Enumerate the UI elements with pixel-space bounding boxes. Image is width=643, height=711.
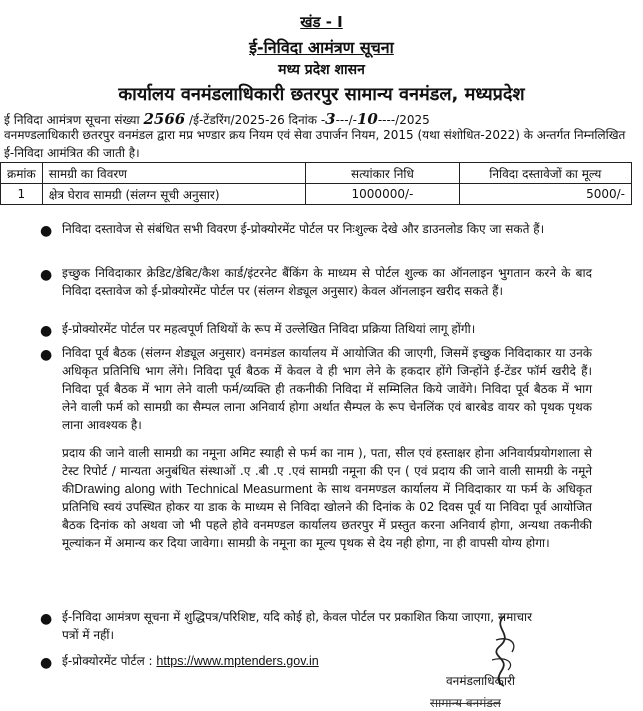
sample-english-text: Drawing along with Technical Measurment xyxy=(74,482,313,496)
reference-line: ई निविदा आमंत्रण सूचना संख्या 2566 /ई-टेंडरिंग/2025-26 दिनांक -3---/-10----/2025 xyxy=(4,110,430,128)
paragraph-dates: ई-प्रोक्योरमेंट पोर्टल पर महत्वपूर्ण तिथियों के रूप में उल्लेखित निविदा प्रक्रिया तिथियां लागू होंगी। xyxy=(62,322,476,336)
office-name: कार्यालय वनमंडलाधिकारी छतरपुर सामान्य वनमंडल, मध्यप्रदेश xyxy=(118,84,525,105)
bullet-icon: ● xyxy=(40,347,53,363)
reference-month: 10 xyxy=(356,110,378,128)
intro-text: वनमण्डलाधिकारी छतरपुर वनमंडल द्वारा मप्र भण्डार क्रय नियम एवं सेवा उपार्जन नियम, 2015 (यथा संशोधित-2022) के अन्तर्गत निम्नलिखित ई-निविदा आमंत्रित की जाती है। xyxy=(4,128,626,160)
notice-title: ई-निविदा आमंत्रण सूचना xyxy=(249,38,394,57)
signatory-designation: वनमंडलाधिकारी xyxy=(446,674,516,688)
header-earnest-money: सत्यांकार निधि xyxy=(306,163,459,184)
section-label: खंड - I xyxy=(300,13,343,31)
paragraph-prebid: निविदा पूर्व बैठक (संलग्न शेड्यूल अनुसार) वनमंडल कार्यालय में आयोजित की जाएगी, जिसमें इच्छुक निविदाकार या उनके अधिकृत प्रतिनिधि भाग लेंगे। निविदा पूर्व बैठक में केवल वे ही भाग लेने के हकदार होंगे जिन्होंने ई-टेंडर फॉर्म खरीदे हैं। निविदा पूर्व बैठक में भाग लेने वाली फर्म/व्यक्ति ही तकनीकी निविदा में सम्मिलित किये जावेंगे। निविदा पूर्व बैठक में भाग लेने वाली फर्म को सामग्री का सैम्पल लाना अनिवार्य होगा अर्थात सैम्पल के रूप चेनलिंक एवं बारबेड वायर को पृथक पृथक लाना आवश्यक है। xyxy=(62,346,592,432)
signatory-office-line: सामान्य वनमंडल xyxy=(430,696,501,710)
portal-label: ई-प्रोक्योरमेंट पोर्टल : xyxy=(62,654,153,668)
cell-material: क्षेत्र घेराव सामग्री (संलग्न सूची अनुसार) xyxy=(42,184,306,205)
header-material: सामग्री का विवरण xyxy=(42,163,306,184)
reference-mid: /ई-टेंडरिंग/2025-26 दिनांक xyxy=(189,113,317,127)
reference-day: 3 xyxy=(325,110,336,128)
sample-text: प्रदाय की जाने वाली सामग्री का नमूना अमिट स्याही से फर्म का नाम ), पता, सील एवं हस्ताक्षर होना अनिवार्यप्रयोगशाला से टेस्ट रिपोर्ट / मान्यता अनुबंधित संस्थाओं .ए .बी .ए .एवं सामग्री नमूना की एन ( एवं प्रदाय की जाने वाली सामग्री के नमूने की xyxy=(62,446,592,496)
paragraph-sample xyxy=(62,444,592,552)
paragraph-download: निविदा दस्तावेज से संबंधित सभी विवरण ई-प्रोक्योरमेंट पोर्टल पर निःशुल्क देखे और डाउनलोड किए जा सकते हैं। xyxy=(62,222,545,236)
portal-link[interactable]: https://www.mptenders.gov.in xyxy=(156,654,319,668)
items-table xyxy=(0,162,632,205)
cell-serial: 1 xyxy=(1,184,43,205)
cell-earnest-money: 1000000/- xyxy=(306,184,459,205)
table-header-row xyxy=(1,163,632,184)
reference-prefix: ई निविदा आमंत्रण सूचना संख्या xyxy=(4,113,140,127)
paragraph-purchase: इच्छुक निविदाकार क्रेडिट/डेबिट/कैश कार्ड/इंटरनेट बैंकिंग के माध्यम से पोर्टल शुल्क का ऑनलाइन भुगतान करने के बाद निविदा दस्तावेज को ई-प्रोक्योरमेंट पोर्टल पर (संलग्न शेड्यूल अनुसार) केवल ऑनलाइन खरीद सकते हैं। xyxy=(62,266,592,298)
bullet-icon: ● xyxy=(40,323,53,339)
sample-rest-text: के साथ वनमण्डल कार्यालय में निविदाकार या फर्म के अधिकृत प्रतिनिधि स्वयं उपस्थित होकर या डाक के माध्यम से निविदा खोलने की दिनांक के 02 दिवस पूर्व या निविदा पूर्व आयोजित बैठक दिनांक को अथवा जो भी पहले होवे वनमण्डल कार्यालय छतरपुर में प्रस्तुत करना अनिवार्य होगा, अन्यथा तकनीकी मूल्यांकन में अमान्य कर दिया जावेगा। सामग्री के नमूना का मूल्य पृथक से देय नही होगा, ना ही वापसी योग्य होगा। xyxy=(62,482,592,550)
bullet-icon: ● xyxy=(40,267,53,283)
paragraph-corrigendum: ई-निविदा आमंत्रण सूचना में शुद्धिपत्र/परिशिष्ट, यदि कोई हो, केवल पोर्टल पर प्रकाशित किया जाएगा, समाचार पत्रों में नहीं। xyxy=(62,610,532,642)
bullet-icon: ● xyxy=(40,611,53,627)
cell-document-fee: 5000/- xyxy=(459,184,631,205)
paragraph-portal xyxy=(62,652,402,670)
bullet-icon: ● xyxy=(40,223,53,239)
reference-year: /2025 xyxy=(395,113,430,127)
header-serial: क्रमांक xyxy=(1,163,43,184)
bullet-icon: ● xyxy=(40,655,53,671)
government-name: मध्य प्रदेश शासन xyxy=(278,62,365,78)
header-document-fee: निविदा दस्तावेजों का मूल्य xyxy=(459,163,631,184)
reference-number: 2566 xyxy=(143,110,186,128)
table-row xyxy=(1,184,632,205)
